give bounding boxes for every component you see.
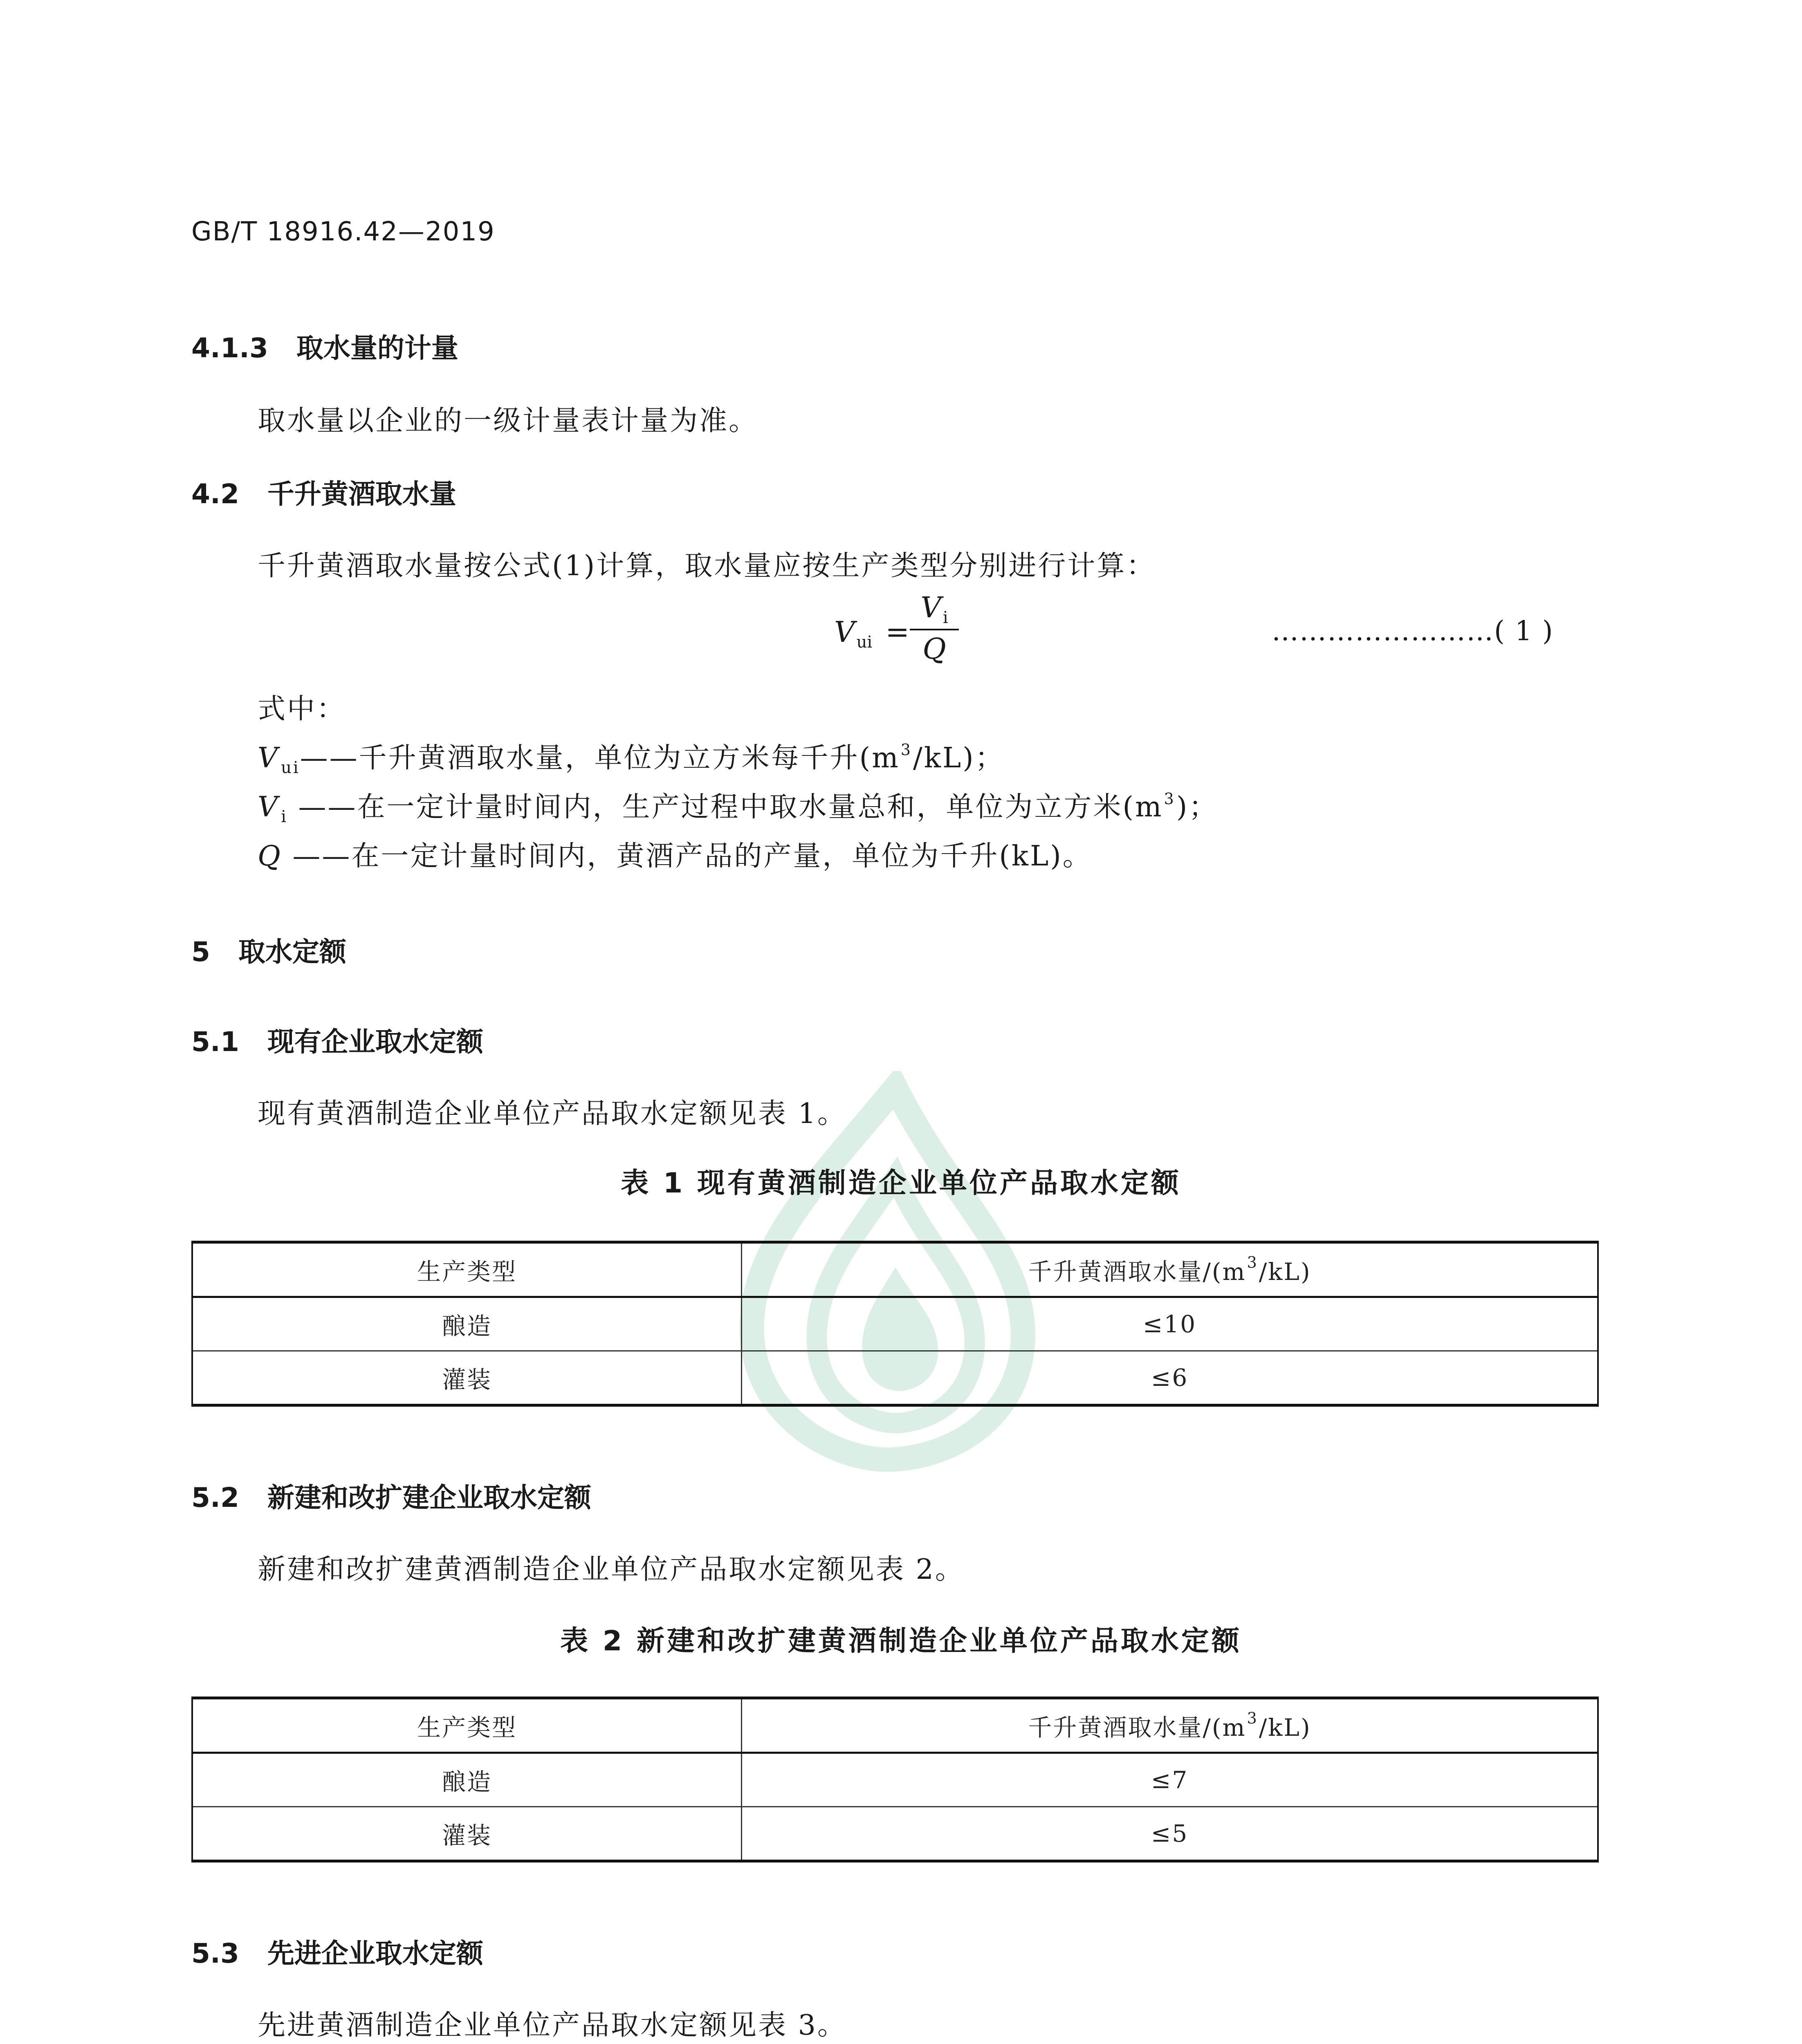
formula-lhs-subscript: ui <box>856 633 873 652</box>
where-item <box>258 785 1218 826</box>
paragraph: 千升黄酒取水量按公式(1)计算，取水量应按生产类型分别进行计算： <box>258 550 1156 582</box>
table-row <box>192 1807 1598 1861</box>
where-item <box>258 736 1005 777</box>
formula-fraction <box>910 591 959 666</box>
section-title: 取水量的计量 <box>296 332 458 364</box>
section-5-1-heading <box>191 1020 483 1059</box>
paragraph: 取水量以企业的一级计量表计量为准。 <box>258 405 759 437</box>
where-symbol-subscript: i <box>281 807 288 826</box>
section-4-2-heading <box>191 472 456 511</box>
paragraph: 先进黄酒制造企业单位产品取水定额见表 3。 <box>258 2009 847 2042</box>
table-header-row <box>192 1698 1598 1753</box>
header-text-end: /kL) <box>1259 1258 1311 1286</box>
where-dash: —— <box>298 791 357 823</box>
header-production-type: 生产类型 <box>192 1242 742 1297</box>
section-number: 5.2 <box>191 1482 239 1513</box>
section-number: 4.1.3 <box>191 332 268 364</box>
table-row <box>192 1753 1598 1807</box>
formula-equals: = <box>885 615 910 649</box>
section-title: 现有企业取水定额 <box>267 1026 483 1058</box>
section-5-3-heading <box>191 1932 483 1970</box>
where-dash: —— <box>300 742 359 774</box>
section-title: 千升黄酒取水量 <box>267 478 456 510</box>
cell-type: 灌装 <box>192 1351 742 1405</box>
formula-lhs: V <box>834 615 855 649</box>
section-number: 5.3 <box>191 1938 239 1969</box>
where-text: 在一定计量时间内，生产过程中取水量总和，单位为立方米(m <box>357 791 1163 823</box>
where-dash: —— <box>292 840 352 872</box>
where-symbol: Q <box>258 840 282 872</box>
section-title: 先进企业取水定额 <box>267 1938 483 1969</box>
where-intro: 式中： <box>258 693 346 725</box>
table-2-caption: 表 2 新建和改扩建黄酒制造企业单位产品取水定额 <box>560 1625 1242 1657</box>
table-1 <box>191 1241 1599 1407</box>
table-header-row <box>192 1242 1598 1297</box>
cell-value: ≤6 <box>742 1351 1598 1405</box>
header-text: 千升黄酒取水量/(m <box>1028 1714 1246 1741</box>
section-title: 新建和改扩建企业取水定额 <box>267 1482 591 1513</box>
section-5-heading <box>191 930 346 969</box>
where-text-end: )； <box>1176 791 1219 823</box>
where-symbol: V <box>258 791 280 823</box>
formula-number: ( 1 ) <box>1494 615 1554 647</box>
cell-value: ≤10 <box>742 1297 1598 1351</box>
where-superscript: 3 <box>900 741 912 759</box>
where-symbol-subscript: ui <box>281 758 300 777</box>
section-number: 5 <box>191 936 210 968</box>
paragraph: 新建和改扩建黄酒制造企业单位产品取水定额见表 2。 <box>258 1553 965 1586</box>
table-2 <box>191 1697 1599 1862</box>
section-number: 5.1 <box>191 1026 239 1058</box>
fraction-bar <box>910 629 959 630</box>
cell-value: ≤5 <box>742 1807 1598 1861</box>
formula-denominator: Q <box>922 632 946 666</box>
where-text: 千升黄酒取水量，单位为立方米每千升(m <box>359 742 900 774</box>
where-superscript: 3 <box>1164 790 1176 808</box>
where-symbol: V <box>258 742 280 774</box>
section-4-1-3-heading <box>191 326 458 365</box>
header-water-intake <box>742 1698 1598 1753</box>
paragraph: 现有黄酒制造企业单位产品取水定额见表 1。 <box>258 1098 847 1130</box>
header-production-type: 生产类型 <box>192 1698 742 1753</box>
formula-leader-dots: …………………… <box>1272 615 1494 647</box>
table-row <box>192 1351 1598 1405</box>
header-text-end: /kL) <box>1259 1714 1311 1741</box>
header-superscript: 3 <box>1247 1709 1258 1727</box>
table-1-caption: 表 1 现有黄酒制造企业单位产品取水定额 <box>621 1167 1181 1199</box>
header-text: 千升黄酒取水量/(m <box>1028 1258 1246 1286</box>
table-row <box>192 1297 1598 1351</box>
where-text-end: /kL)； <box>913 742 1005 774</box>
cell-value: ≤7 <box>742 1753 1598 1807</box>
cell-type: 酿造 <box>192 1297 742 1351</box>
section-number: 4.2 <box>191 478 239 510</box>
where-text: 在一定计量时间内，黄酒产品的产量，单位为千升(kL)。 <box>351 840 1092 872</box>
formula-numerator-subscript: i <box>943 608 948 627</box>
section-5-2-heading <box>191 1476 591 1515</box>
cell-type: 酿造 <box>192 1753 742 1807</box>
cell-type: 灌装 <box>192 1807 742 1861</box>
header-water-intake <box>742 1242 1598 1297</box>
section-title: 取水定额 <box>238 936 346 968</box>
standard-code: GB/T 18916.42—2019 <box>191 217 495 247</box>
header-superscript: 3 <box>1247 1253 1258 1271</box>
formula-numerator: V <box>920 591 941 624</box>
where-item <box>258 834 1092 874</box>
